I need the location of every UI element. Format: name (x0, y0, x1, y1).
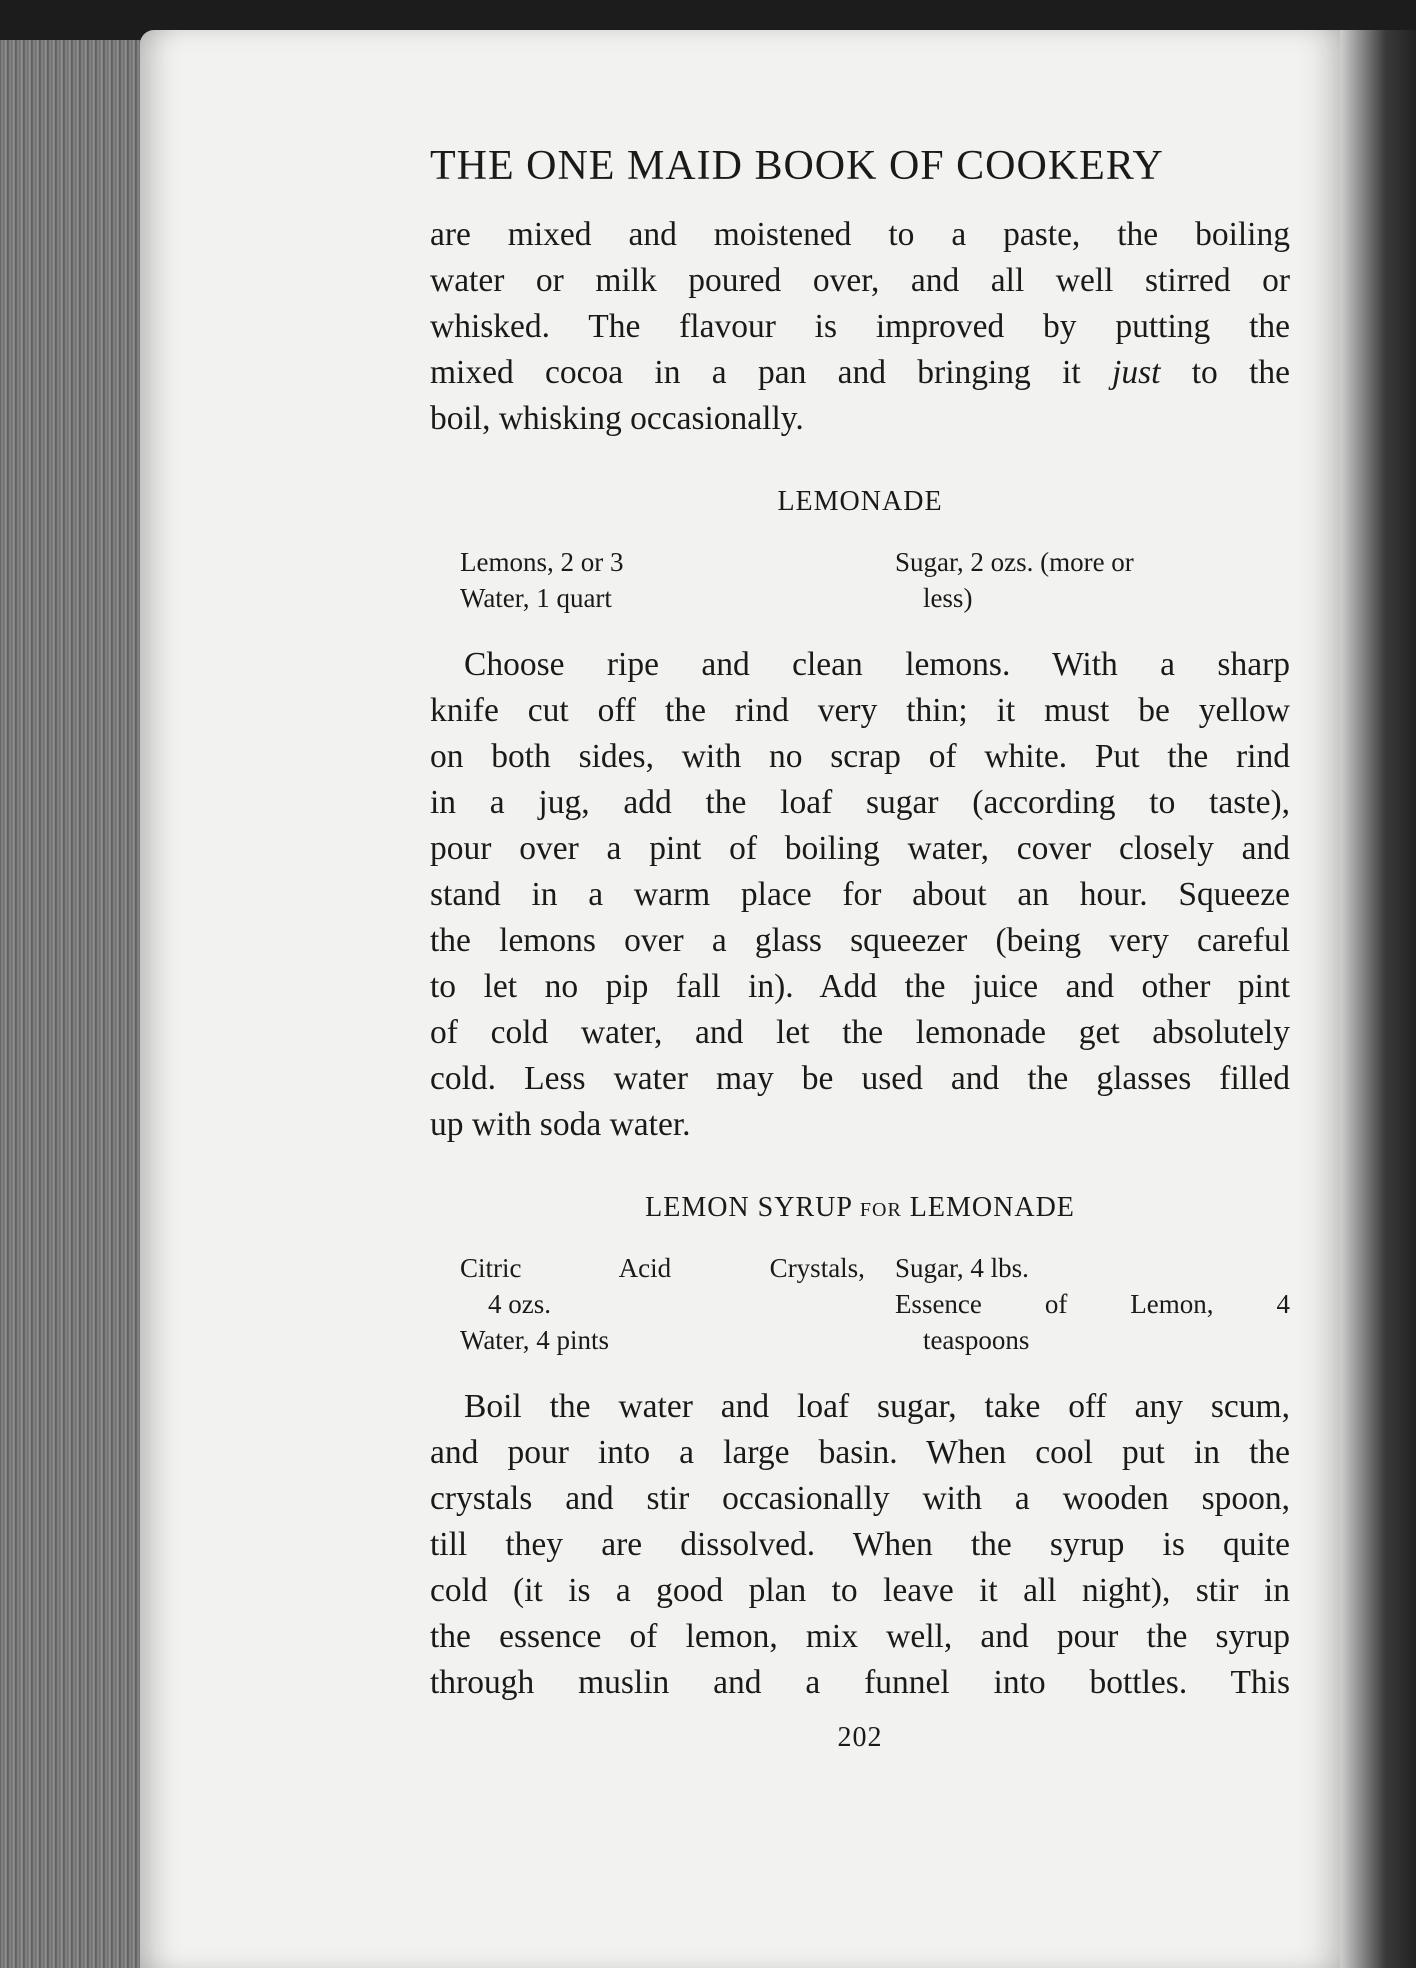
text-line: cold. Less water may be used and the glasses filled (430, 1060, 1290, 1097)
ingredient-line: Sugar, 2 ozs. (more or (894, 547, 1134, 577)
heading-part-small: FOR (859, 1199, 902, 1221)
heading-part: LEMONADE (909, 1192, 1075, 1223)
ingredient-line: Essence of Lemon, 4 (894, 1289, 1290, 1319)
ingredient: Lemons, 2 or 3 (460, 547, 624, 577)
text-segment: mixed cocoa in a pan and bringing it (430, 354, 1081, 391)
text-line: crystals and stir occasionally with a wooden spoon, (430, 1480, 1290, 1517)
ingredient: Water, 1 quart (460, 583, 612, 613)
text-line: in a jug, add the loaf sugar (according to taste), (430, 784, 1290, 821)
page-number: 202 (837, 1722, 883, 1753)
lemonade-ingredients (430, 544, 1290, 616)
text-line: through muslin and a funnel into bottles. This (430, 1664, 1290, 1701)
ingredient (895, 544, 1290, 616)
text-line: pour over a pint of boiling water, cover closely and (430, 830, 1290, 867)
lemon-syrup-heading (430, 1192, 1290, 1224)
intro-paragraph (430, 212, 1290, 442)
text-line: and pour into a large basin. When cool put in the (430, 1434, 1290, 1471)
text-line: to let no pip fall in). Add the juice and other pint (430, 968, 1290, 1005)
binding-shadow (1340, 30, 1416, 1968)
text-line: knife cut off the rind very thin; it must be yellow (430, 692, 1290, 729)
lemonade-heading: LEMONADE (777, 486, 943, 517)
text-line: on both sides, with no scrap of white. Put the rind (430, 738, 1290, 775)
ingredient-continuation: 4 ozs. (488, 1289, 551, 1319)
running-head: THE ONE MAID BOOK OF COOKERY (430, 143, 1164, 189)
ingredients-left-column (430, 1250, 865, 1358)
text-line: boil, whisking occasionally. (430, 400, 804, 437)
ingredient-line: Citric Acid Crystals, (460, 1253, 865, 1283)
text-line: of cold water, and let the lemonade get absolutely (430, 1014, 1290, 1051)
text-line: are mixed and moistened to a paste, the boiling (430, 216, 1290, 253)
ingredient: Water, 4 pints (460, 1325, 609, 1355)
text-line: stand in a warm place for about an hour. Squeeze (430, 876, 1290, 913)
lemon-syrup-paragraph (430, 1384, 1290, 1706)
ingredients-right-column (865, 544, 1290, 616)
ingredients-left-column (430, 544, 865, 616)
ingredient (895, 1286, 1290, 1358)
ingredient (460, 1250, 865, 1322)
text-line: the essence of lemon, mix well, and pour the syrup (430, 1618, 1290, 1655)
text-line: the lemons over a glass squeezer (being very careful (430, 922, 1290, 959)
text-line: Boil the water and loaf sugar, take off any scum, (464, 1388, 1290, 1425)
ingredient-continuation: less) (922, 583, 973, 613)
ingredients-right-column (865, 1250, 1290, 1358)
text-line: whisked. The flavour is improved by putting the (430, 308, 1290, 345)
ingredient-continuation: teaspoons (922, 1325, 1030, 1355)
text-line: till they are dissolved. When the syrup is quite (430, 1526, 1290, 1563)
text-line: up with soda water. (430, 1106, 691, 1143)
italic-word: just (1112, 354, 1161, 391)
text-line: cold (it is a good plan to leave it all night), stir in (430, 1572, 1290, 1609)
page-content (430, 120, 1290, 1754)
text-line: Choose ripe and clean lemons. With a sharp (464, 646, 1290, 683)
text-line (430, 350, 1290, 396)
lemonade-paragraph (430, 642, 1290, 1148)
text-segment: to the (1191, 354, 1290, 391)
text-line: water or milk poured over, and all well stirred or (430, 262, 1290, 299)
ingredient: Sugar, 4 lbs. (894, 1253, 1029, 1283)
heading-part: LEMON SYRUP (645, 1192, 852, 1223)
lemon-syrup-ingredients (430, 1250, 1290, 1358)
